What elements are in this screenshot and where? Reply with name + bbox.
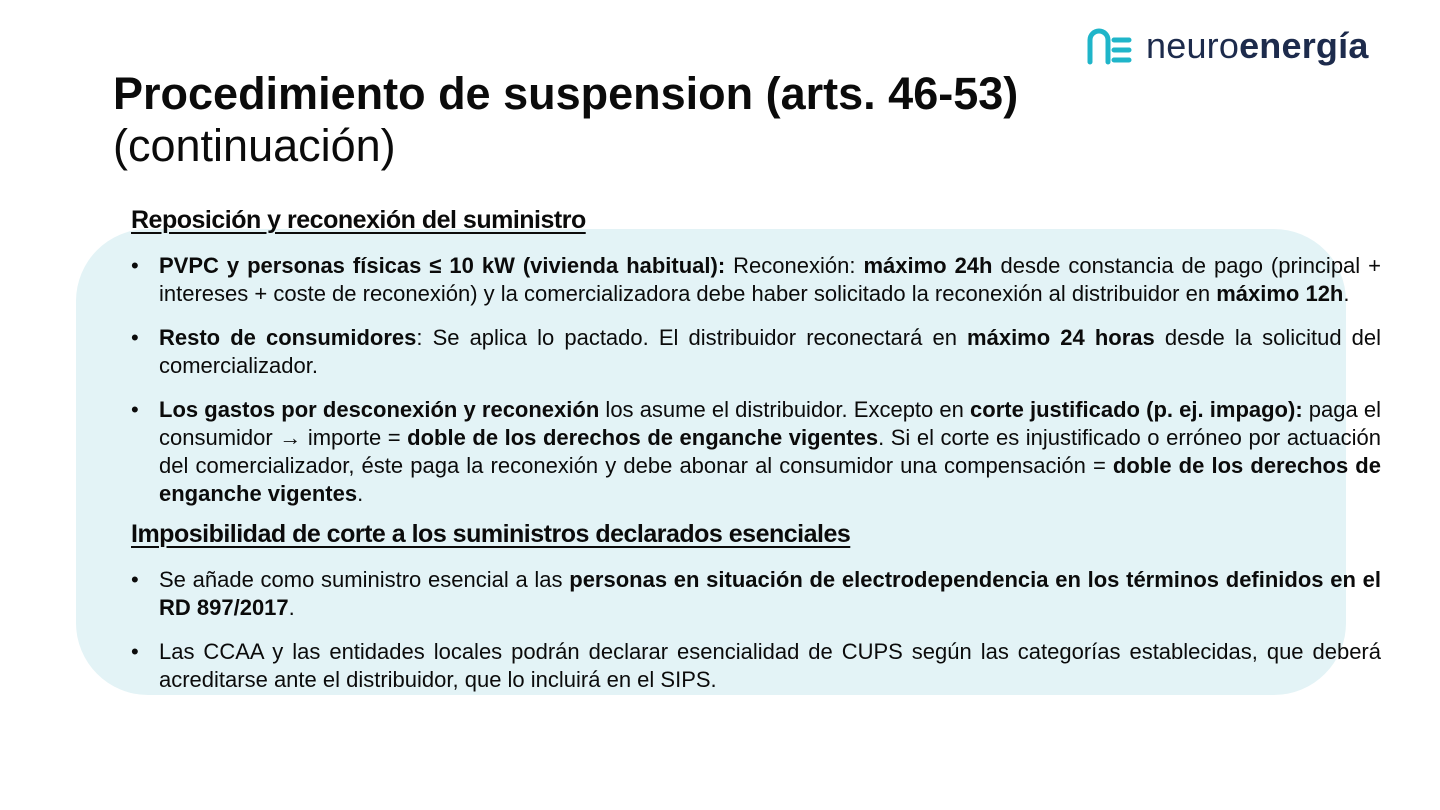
slide-title	[113, 68, 1018, 172]
ne-monogram-icon	[1086, 26, 1132, 66]
bullet-text-bold: máximo 12h	[1216, 281, 1344, 306]
bullet-text-bold: corte justificado (p. ej. impago):	[970, 397, 1303, 422]
bullet-item	[131, 396, 1381, 508]
bullet-text: Reconexión:	[725, 253, 864, 278]
bullet-text-bold: doble de los derechos de enganche vigentes	[407, 425, 879, 450]
bullet-text-bold: personas en situación de electrodependencia en los términos definidos en el RD 897/2017	[159, 567, 1381, 620]
bullet-text: .	[357, 481, 364, 506]
bullet-text: .	[288, 595, 295, 620]
bullet-text: paga el consumidor → importe =	[159, 397, 1382, 450]
bullet-text-bold: máximo 24 horas	[967, 325, 1155, 350]
bullet-text: desde la solicitud del comercializador.	[159, 325, 1382, 378]
bullet-text: Las CCAA y las entidades locales podrán declarar esencialidad de CUPS según las categorías establecidas, que deberá acreditarse ante el distribuidor, que lo incluirá en el SIPS.	[159, 639, 1381, 692]
bullet-item	[131, 324, 1381, 380]
brand-logo	[1086, 24, 1369, 68]
slide-content	[131, 204, 1381, 694]
bullet-text-bold: máximo 24h	[863, 253, 993, 278]
brand-name	[1146, 25, 1369, 66]
bullet-text-bold: doble de los derechos de enganche vigentes	[159, 453, 1381, 506]
bullet-text: : Se aplica lo pactado. El distribuidor reconectará en	[416, 325, 968, 350]
bullet-item	[131, 566, 1381, 622]
section-heading-esenciales: Imposibilidad de corte a los suministros declarados esenciales	[131, 520, 851, 548]
brand-name-light: neuro	[1146, 25, 1240, 66]
slide-title-line1: Procedimiento de suspension (arts. 46-53)	[113, 68, 1019, 119]
bullet-text: .	[1343, 281, 1350, 306]
bullet-text-bold: Los gastos por desconexión y reconexión	[159, 397, 600, 422]
bullet-text: Se añade como suministro esencial a las	[159, 567, 570, 592]
bullet-list-esenciales	[131, 566, 1381, 694]
bullet-list-reposicion	[131, 252, 1381, 508]
bullet-text: . Si el corte es injustificado o erróneo por actuación del comercializador, éste paga la reconexión y debe abonar al consumidor una compensación =	[159, 425, 1381, 478]
brand-name-bold: energía	[1239, 25, 1369, 66]
section-heading-reposicion: Reposición y reconexión del suministro	[131, 206, 586, 234]
bullet-item	[131, 252, 1381, 308]
bullet-item	[131, 638, 1381, 694]
slide-title-line2: (continuación)	[113, 120, 396, 171]
bullet-text-bold: PVPC y personas físicas ≤ 10 kW (vivienda habitual):	[159, 253, 726, 278]
bullet-text: desde constancia de pago (principal + intereses + coste de reconexión) y la comercializadora debe haber solicitado la reconexión al distribuidor en	[159, 253, 1382, 306]
bullet-text: los asume el distribuidor. Excepto en	[599, 397, 971, 422]
bullet-text-bold: Resto de consumidores	[159, 325, 417, 350]
